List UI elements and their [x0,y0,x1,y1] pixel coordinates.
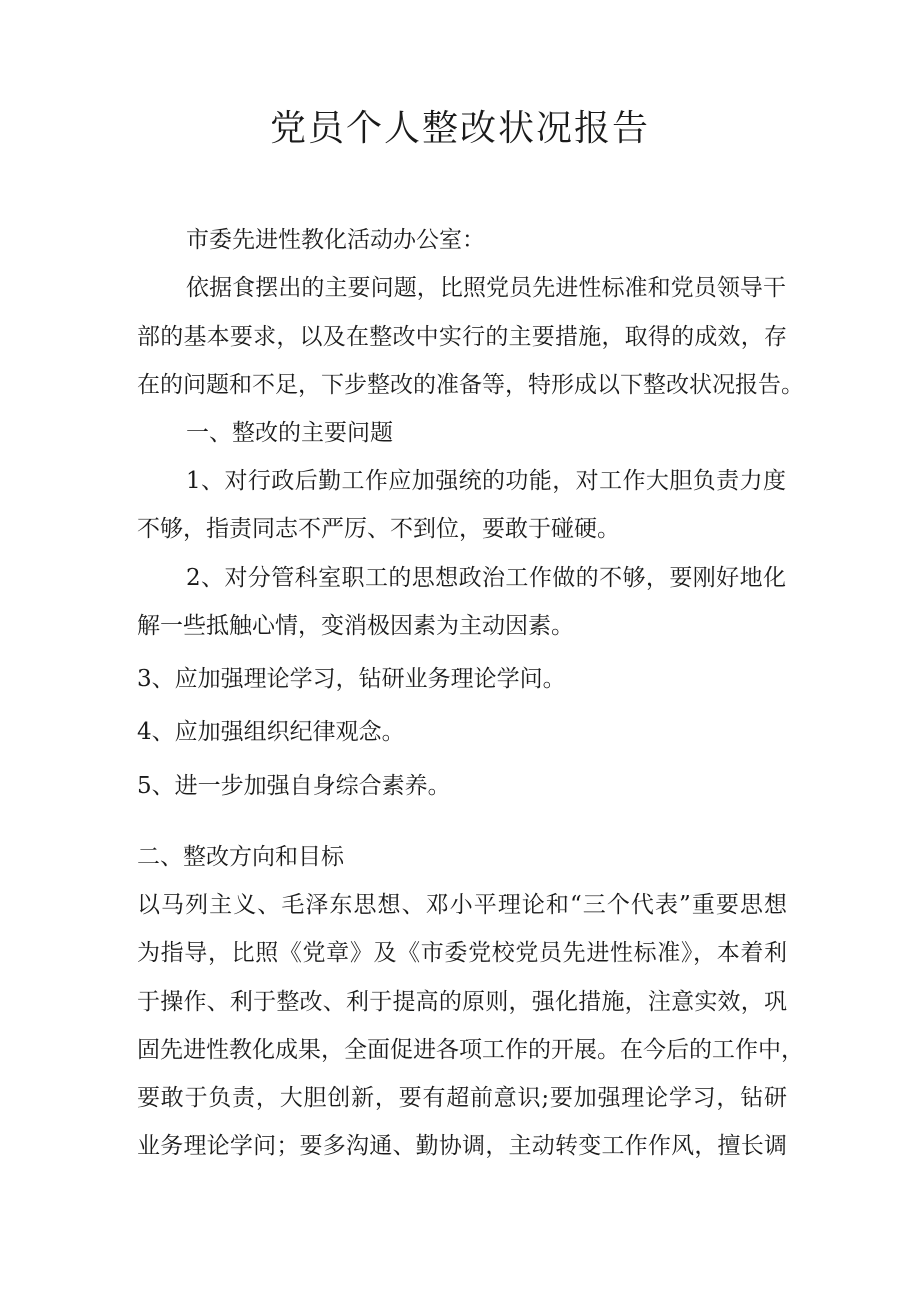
salutation: 市委先进性教化活动办公室： [186,227,485,253]
body-line: 业务理论学问；要多沟通、勤协调，主动转变工作作风，擅长调 [137,1133,787,1159]
list-item: 5、进一步加强自身综合素养。 [137,773,451,799]
body-line: 依据食摆出的主要问题，比照党员先进性标准和党员领导干 [186,275,786,301]
list-item: 3、应加强理论学习，钻研业务理论学问。 [137,666,566,692]
body-line: 以马列主义、毛泽东思想、邓小平理论和“三个代表”重要思想 [137,892,787,918]
body-line: 不够，指责同志不严厉、不到位，要敢于碰硬。 [137,516,620,542]
body-line: 为指导，比照《党章》及《市委党校党员先进性标准》，本着利 [137,940,787,966]
section-heading: 一、整改的主要问题 [186,420,393,446]
list-item: 4、应加强组织纪律观念。 [137,719,405,745]
body-line: 部的基本要求，以及在整改中实行的主要措施，取得的成效，存 [137,324,787,350]
body-line: 解一些抵触心情，变消极因素为主动因素。 [137,613,574,639]
body-line: 2、对分管科室职工的思想政治工作做的不够，要刚好地化 [186,565,786,591]
body-line: 1、对行政后勤工作应加强统的功能，对工作大胆负责力度 [186,468,786,494]
section-heading: 二、整改方向和目标 [137,844,344,870]
body-line: 在的问题和不足，下步整改的准备等，特形成以下整改状况报告。 [137,372,804,398]
body-line: 于操作、利于整改、利于提高的原则，强化措施，注意实效，巩 [137,989,787,1015]
document-title: 党员个人整改状况报告 [269,108,650,149]
body-line: 固先进性教化成果，全面促进各项工作的开展。在今后的工作中， [137,1037,804,1063]
body-line: 要敢于负责，大胆创新，要有超前意识;要加强理论学习，钻研 [137,1085,787,1111]
